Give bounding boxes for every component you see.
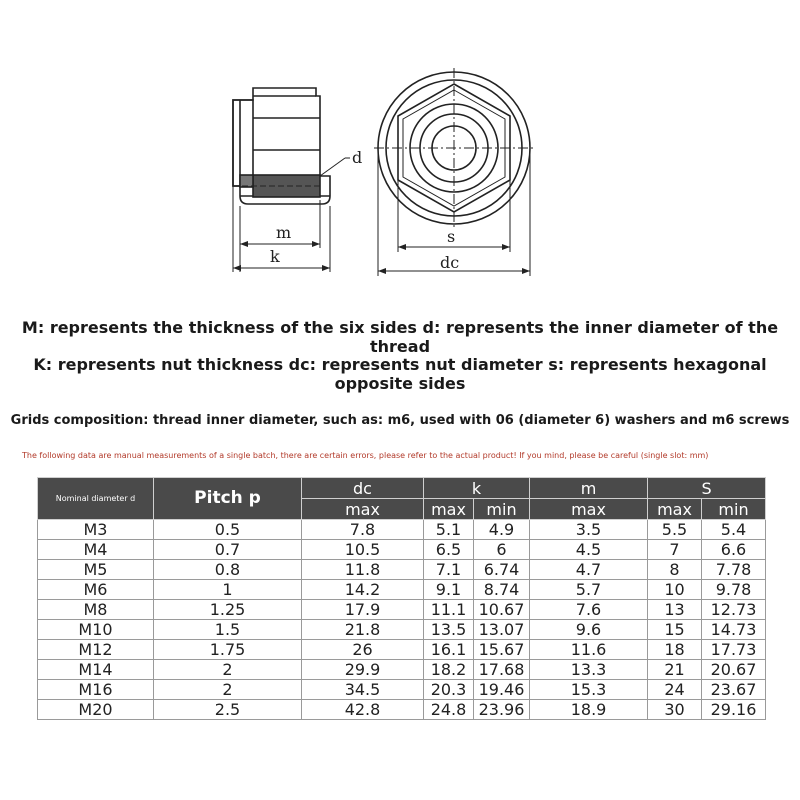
cell-d: M12 <box>38 640 154 660</box>
subheader-s-max: max <box>648 499 702 520</box>
cell-d: M10 <box>38 620 154 640</box>
subheader-dc-max: max <box>302 499 424 520</box>
cell-smax: 15 <box>648 620 702 640</box>
cell-d: M8 <box>38 600 154 620</box>
cell-smin: 23.67 <box>702 680 766 700</box>
cell-m: 7.6 <box>530 600 648 620</box>
grids-composition-text: Grids composition: thread inner diameter, such as: m6, used with 06 (diameter 6) washers and m6 screws <box>10 413 790 428</box>
cell-dc: 21.8 <box>302 620 424 640</box>
cell-smin: 12.73 <box>702 600 766 620</box>
cell-kmax: 18.2 <box>424 660 474 680</box>
cell-smax: 8 <box>648 560 702 580</box>
cell-p: 0.7 <box>154 540 302 560</box>
header-m: m <box>530 478 648 499</box>
cell-m: 11.6 <box>530 640 648 660</box>
cell-smin: 6.6 <box>702 540 766 560</box>
cell-dc: 17.9 <box>302 600 424 620</box>
measurement-note: The following data are manual measurements of a single batch, there are certain errors, please refer to the actual product! If you mind, please be careful (single slot: mm) <box>22 451 709 460</box>
table-row <box>38 620 766 640</box>
cell-m: 3.5 <box>530 520 648 540</box>
cell-kmax: 20.3 <box>424 680 474 700</box>
cell-kmin: 6 <box>474 540 530 560</box>
header-dc: dc <box>302 478 424 499</box>
label-d: d <box>352 148 363 167</box>
table-row <box>38 640 766 660</box>
cell-smin: 7.78 <box>702 560 766 580</box>
cell-d: M20 <box>38 700 154 720</box>
spec-table <box>37 477 766 720</box>
header-s: S <box>648 478 766 499</box>
cell-p: 2 <box>154 680 302 700</box>
side-view <box>233 88 350 272</box>
cell-m: 9.6 <box>530 620 648 640</box>
cell-p: 2.5 <box>154 700 302 720</box>
cell-kmax: 6.5 <box>424 540 474 560</box>
cell-p: 1.5 <box>154 620 302 640</box>
table-row <box>38 520 766 540</box>
cell-d: M5 <box>38 560 154 580</box>
table-row <box>38 560 766 580</box>
cell-kmax: 5.1 <box>424 520 474 540</box>
cell-dc: 7.8 <box>302 520 424 540</box>
cell-kmin: 4.9 <box>474 520 530 540</box>
header-k: k <box>424 478 530 499</box>
cell-kmax: 9.1 <box>424 580 474 600</box>
table-row <box>38 680 766 700</box>
cell-kmax: 24.8 <box>424 700 474 720</box>
cell-m: 15.3 <box>530 680 648 700</box>
cell-dc: 14.2 <box>302 580 424 600</box>
cell-dc: 34.5 <box>302 680 424 700</box>
label-s: s <box>447 227 456 246</box>
description-line-1: M: represents the thickness of the six sides d: represents the inner diameter of the thread <box>21 318 779 356</box>
cell-p: 1 <box>154 580 302 600</box>
cell-smax: 10 <box>648 580 702 600</box>
cell-d: M14 <box>38 660 154 680</box>
cell-p: 0.8 <box>154 560 302 580</box>
cell-p: 2 <box>154 660 302 680</box>
cell-smax: 7 <box>648 540 702 560</box>
label-m: m <box>276 223 292 242</box>
cell-d: M3 <box>38 520 154 540</box>
header-pitch: Pitch p <box>154 478 302 520</box>
cell-d: M6 <box>38 580 154 600</box>
cell-kmax: 11.1 <box>424 600 474 620</box>
cell-dc: 11.8 <box>302 560 424 580</box>
cell-dc: 29.9 <box>302 660 424 680</box>
cell-smin: 9.78 <box>702 580 766 600</box>
cell-m: 4.5 <box>530 540 648 560</box>
cell-smax: 18 <box>648 640 702 660</box>
cell-m: 18.9 <box>530 700 648 720</box>
description-line-2: K: represents nut thickness dc: represents nut diameter s: represents hexagonal opposite sides <box>33 355 767 393</box>
cell-smin: 5.4 <box>702 520 766 540</box>
cell-kmin: 23.96 <box>474 700 530 720</box>
subheader-m-max: max <box>530 499 648 520</box>
table-header-row <box>38 478 766 499</box>
cell-kmin: 6.74 <box>474 560 530 580</box>
subheader-k-min: min <box>474 499 530 520</box>
cell-kmin: 17.68 <box>474 660 530 680</box>
cell-dc: 10.5 <box>302 540 424 560</box>
cell-p: 0.5 <box>154 520 302 540</box>
label-k: k <box>270 247 280 266</box>
label-dc: dc <box>440 253 460 272</box>
cell-kmax: 7.1 <box>424 560 474 580</box>
cell-kmin: 13.07 <box>474 620 530 640</box>
cell-kmax: 16.1 <box>424 640 474 660</box>
cell-smin: 14.73 <box>702 620 766 640</box>
cell-m: 4.7 <box>530 560 648 580</box>
cell-smin: 29.16 <box>702 700 766 720</box>
subheader-s-min: min <box>702 499 766 520</box>
subheader-k-max: max <box>424 499 474 520</box>
cell-p: 1.75 <box>154 640 302 660</box>
cell-smax: 30 <box>648 700 702 720</box>
cell-d: M4 <box>38 540 154 560</box>
cell-kmin: 10.67 <box>474 600 530 620</box>
cell-smin: 17.73 <box>702 640 766 660</box>
cell-smax: 5.5 <box>648 520 702 540</box>
cell-kmin: 8.74 <box>474 580 530 600</box>
cell-smin: 20.67 <box>702 660 766 680</box>
cell-d: M16 <box>38 680 154 700</box>
table-row <box>38 600 766 620</box>
flange-nut-drawing <box>0 0 800 300</box>
cell-dc: 42.8 <box>302 700 424 720</box>
cell-m: 5.7 <box>530 580 648 600</box>
cell-smax: 13 <box>648 600 702 620</box>
cell-p: 1.25 <box>154 600 302 620</box>
header-nominal-diameter: Nominal diameter d <box>38 478 154 520</box>
table-row <box>38 700 766 720</box>
table-row <box>38 540 766 560</box>
cell-kmax: 13.5 <box>424 620 474 640</box>
cell-dc: 26 <box>302 640 424 660</box>
cell-smax: 24 <box>648 680 702 700</box>
table-row <box>38 660 766 680</box>
cell-kmin: 19.46 <box>474 680 530 700</box>
cell-m: 13.3 <box>530 660 648 680</box>
table-row <box>38 580 766 600</box>
cell-smax: 21 <box>648 660 702 680</box>
cell-kmin: 15.67 <box>474 640 530 660</box>
